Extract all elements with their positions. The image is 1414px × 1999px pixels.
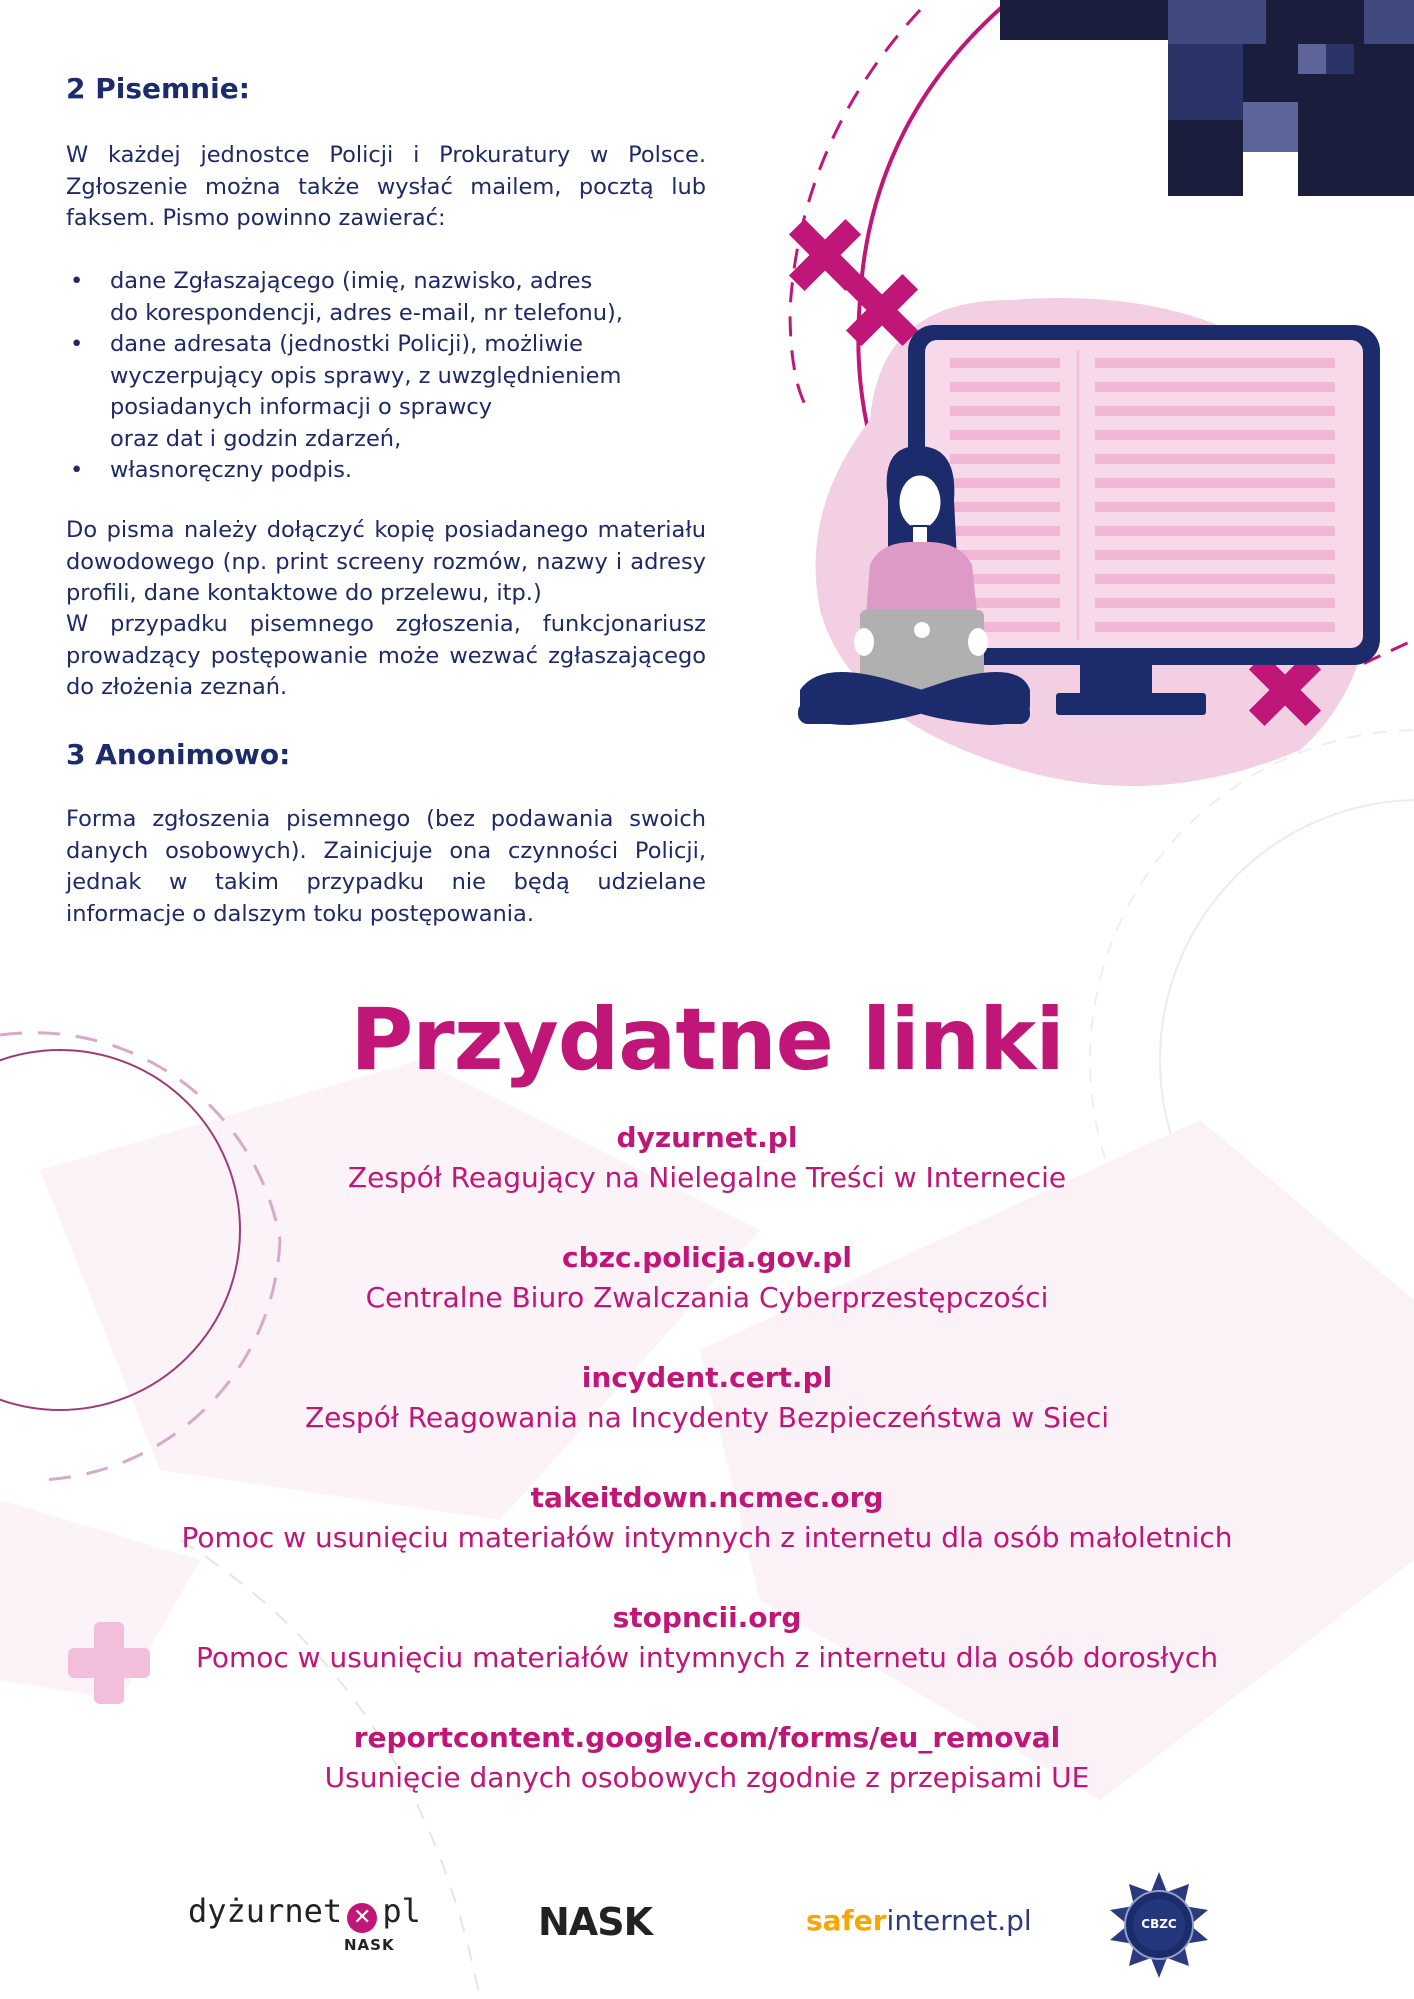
link-item (0, 1238, 1414, 1318)
list-item: • dane adresata (jednostki Policji), możliwie wyczerpujący opis sprawy, z uwzględnieniem posiadanych informacji o sprawcy oraz dat i godzin zdarzeń, (70, 331, 622, 452)
x-circle-icon: ✕ (347, 1903, 377, 1933)
link-url[interactable]: dyzurnet.pl (616, 1121, 798, 1154)
section-2-attachment: Do pisma należy dołączyć kopię posiadanego materiału dowodowego (np. print screeny rozmów, nazwy i adresy profili, dane kontaktowe do przelewu, itp.) (66, 517, 706, 606)
link-item (0, 1118, 1414, 1198)
link-description: Centralne Biuro Zwalczania Cyberprzestępczości (365, 1281, 1049, 1314)
link-item (0, 1478, 1414, 1558)
list-item: • dane Zgłaszającego (imię, nazwisko, adres do korespondencji, adres e-mail, nr telefonu), (70, 268, 623, 326)
link-description: Zespół Reagujący na Nielegalne Treści w Internecie (347, 1161, 1067, 1194)
link-description: Pomoc w usunięciu materiałów intymnych z internetu dla osób dorosłych (195, 1641, 1219, 1674)
link-description: Zespół Reagowania na Incydenty Bezpieczeństwa w Sieci (304, 1401, 1110, 1434)
link-url[interactable]: reportcontent.google.com/forms/eu_removal (353, 1721, 1061, 1754)
link-url[interactable]: cbzc.policja.gov.pl (562, 1241, 852, 1274)
link-item (0, 1718, 1414, 1798)
requirements-list (66, 266, 706, 487)
dyzurnet-logo: dyżurnet ✕ pl (188, 1892, 421, 1933)
bullet-icon: • (70, 331, 84, 357)
list-item: • własnoręczny podpis. (66, 455, 706, 487)
section-2-heading: 2 Pisemnie: (66, 72, 250, 105)
bullet-icon: • (70, 457, 84, 483)
section-2-testimony: W przypadku pisemnego zgłoszenia, funkcjonariusz prowadzący postępowanie może wezwać zgłaszającego do złożenia zeznań. (66, 611, 706, 700)
section-3-text: Forma zgłoszenia pisemnego (bez podawania swoich danych osobowych). Zainicjuje ona czynności Policji, jednak w takim przypadku nie będą udzielane informacje o dalszym toku postępowania. (66, 806, 706, 927)
section-2-intro: W każdej jednostce Policji i Prokuratury w Polsce. Zgłoszenie można także wysłać mailem, pocztą lub faksem. Pismo powinno zawierać: (66, 142, 706, 231)
pixel-blocks-decoration (1000, 0, 1414, 200)
link-url[interactable]: stopncii.org (612, 1601, 802, 1634)
dyzurnet-nask-sublabel: NASK (344, 1936, 395, 1954)
nask-logo: NASK (538, 1900, 653, 1944)
link-item (0, 1358, 1414, 1438)
link-item (0, 1598, 1414, 1678)
links-title: Przydatne linki (350, 990, 1064, 1090)
section-3-heading: 3 Anonimowo: (66, 738, 291, 771)
saferinternet-logo: saferinternet.pl (806, 1904, 1032, 1937)
link-url[interactable]: incydent.cert.pl (581, 1361, 833, 1394)
link-description: Pomoc w usunięciu materiałów intymnych z internetu dla osób małoletnich (181, 1521, 1233, 1554)
bullet-icon: • (70, 268, 84, 294)
link-description: Usunięcie danych osobowych zgodnie z przepisami UE (324, 1761, 1090, 1794)
cbzc-badge-logo: CBZC (1104, 1870, 1214, 1980)
illustration-woman-monitor (780, 210, 1414, 790)
link-url[interactable]: takeitdown.ncmec.org (530, 1481, 884, 1514)
plus-decoration-icon (68, 1622, 150, 1704)
